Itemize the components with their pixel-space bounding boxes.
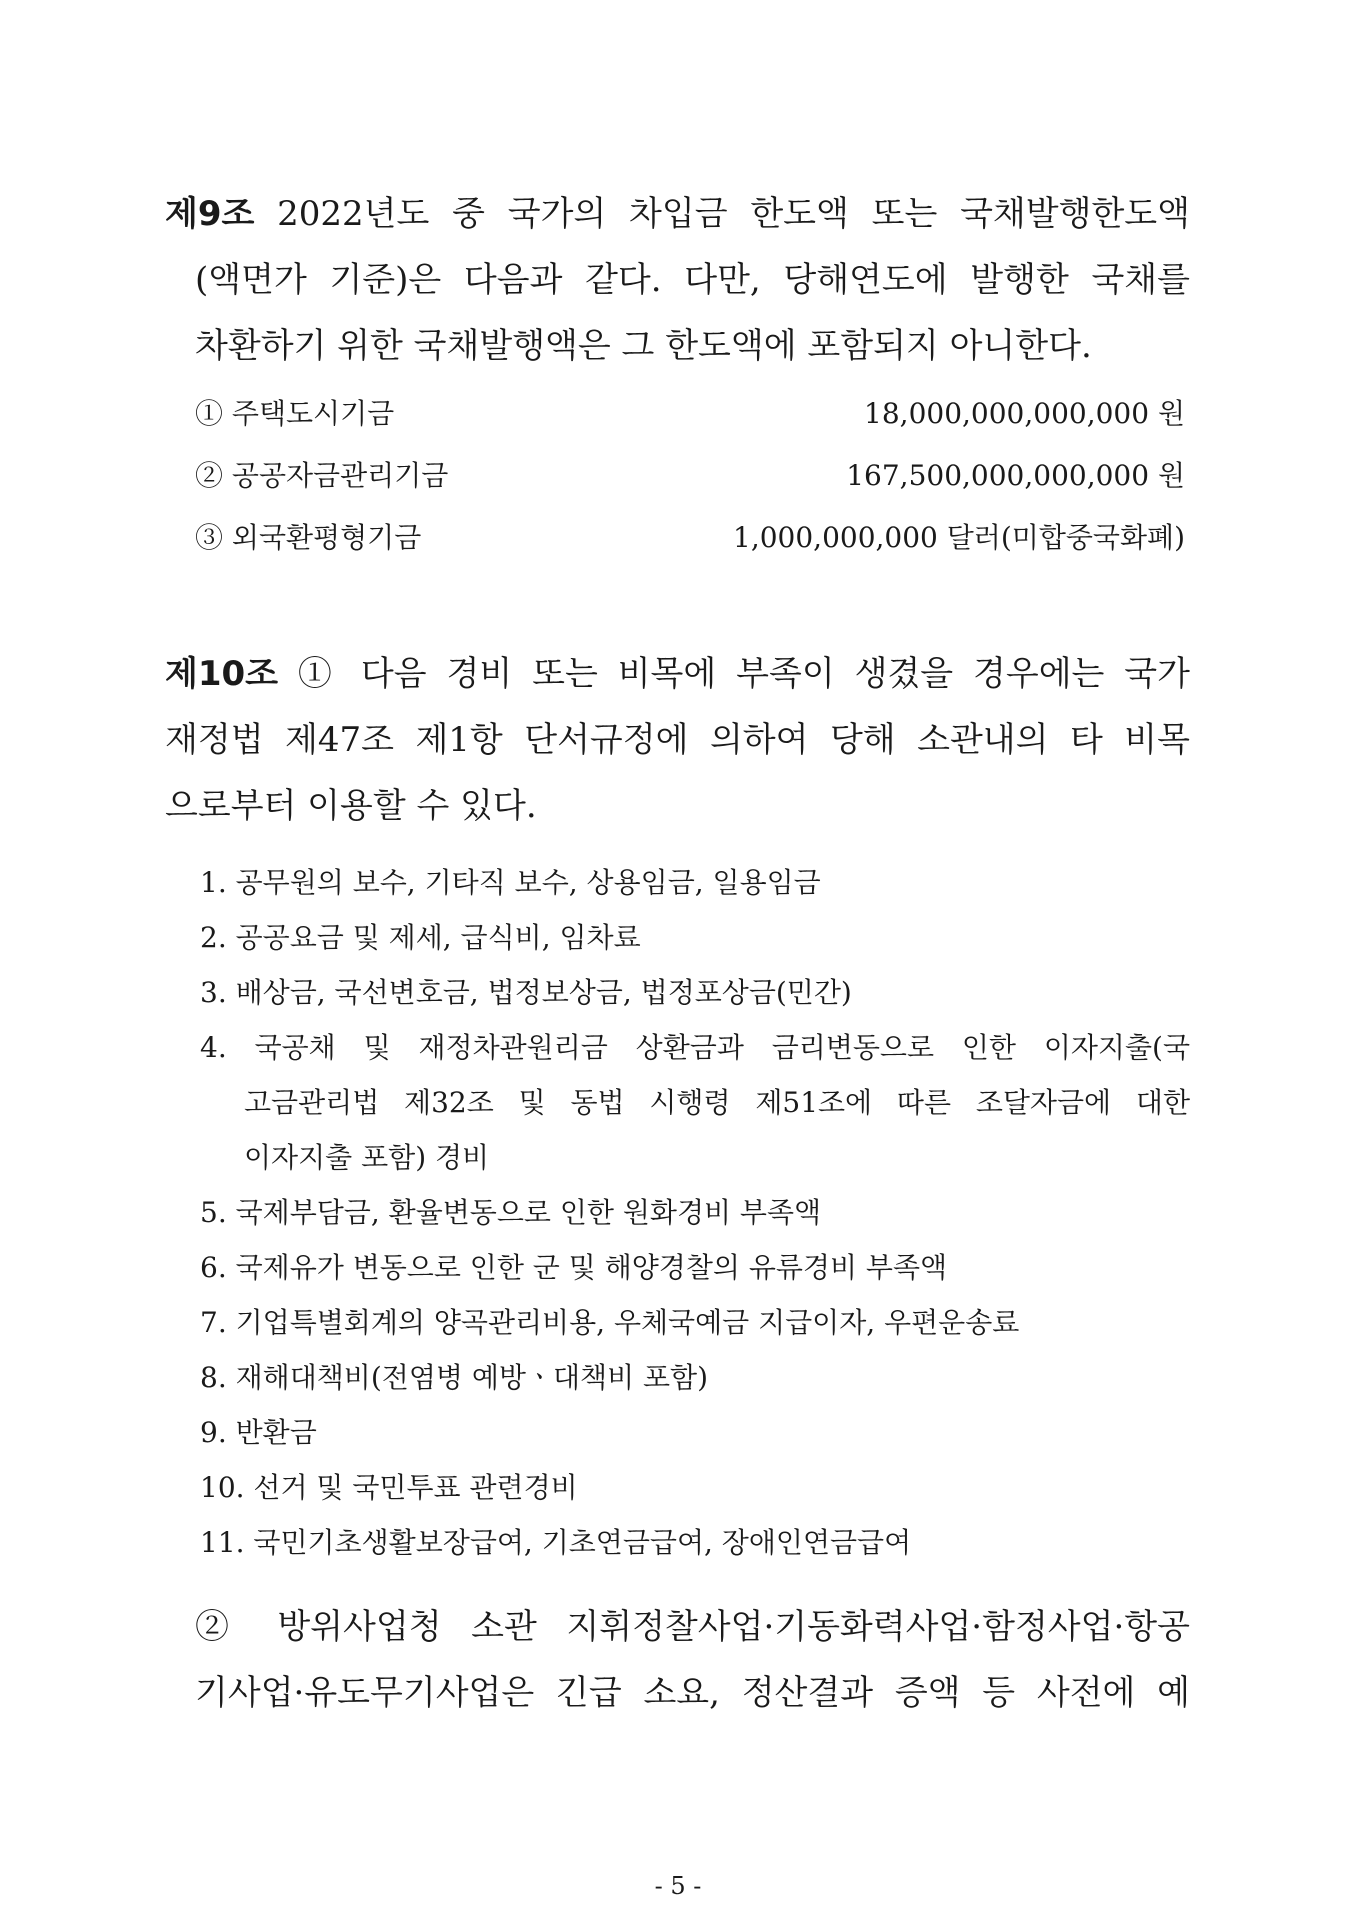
limit-value: 167,500,000,000,000 원 (846, 459, 1185, 492)
paragraph-2-line: ② 방위사업청 소관 지휘정찰사업·기동화력사업·함정사업·항공 (195, 1607, 1190, 1647)
list-item: 11. 국민기초생활보장급여, 기초연금급여, 장애인연금급여 (200, 1526, 912, 1559)
article-10-paragraph-2 (165, 1594, 1190, 1726)
list-item: 7. 기업특별회계의 양곡관리비용, 우체국예금 지급이자, 우편운송료 (200, 1306, 1020, 1339)
limit-value: 18,000,000,000,000 원 (864, 397, 1185, 430)
article-9-number: 제9조 (165, 194, 255, 234)
list-item: 5. 국제부담금, 환율변동으로 인한 원화경비 부족액 (200, 1196, 822, 1229)
list-item: 10. 선거 및 국민투표 관련경비 (200, 1471, 578, 1504)
limit-label: ② 공공자금관리기금 (195, 459, 449, 492)
limit-row (195, 507, 1185, 569)
list-item-continued: 이자지출 포함) 경비 (244, 1141, 490, 1174)
article-9-text (165, 181, 1190, 379)
article-9-line: 제9조 2022년도 중 국가의 차입금 한도액 또는 국채발행한도액 (165, 194, 1190, 234)
limit-value: 1,000,000,000 달러(미합중국화폐) (733, 521, 1185, 554)
limit-label: ① 주택도시기금 (195, 397, 395, 430)
list-item: 2. 공공요금 및 제세, 급식비, 임차료 (200, 921, 641, 954)
article-10-line: 제10조 ① 다음 경비 또는 비목에 부족이 생겼을 경우에는 국가 (165, 654, 1190, 694)
paragraph-2-line: 기사업·유도무기사업은 긴급 소요, 정산결과 증액 등 사전에 예 (195, 1673, 1190, 1713)
article-10-line: 으로부터 이용할 수 있다. (165, 786, 537, 826)
list-item: 6. 국제유가 변동으로 인한 군 및 해양경찰의 유류경비 부족액 (200, 1251, 948, 1284)
list-item: 3. 배상금, 국선변호금, 법정보상금, 법정포상금(민간) (200, 976, 852, 1009)
article-9-line: (액면가 기준)은 다음과 같다. 다만, 당해연도에 발행한 국채를 (195, 260, 1190, 300)
page-number: - 5 - (654, 1872, 702, 1900)
list-item: 4. 국공채 및 재정차관원리금 상환금과 금리변동으로 인한 이자지출(국 (200, 1031, 1190, 1064)
list-item: 1. 공무원의 보수, 기타직 보수, 상용임금, 일용임금 (200, 866, 821, 899)
article-10-text (165, 641, 1190, 839)
limit-row (195, 445, 1185, 507)
expense-items-list (200, 855, 1190, 1570)
list-item-continued: 고금관리법 제32조 및 동법 시행령 제51조에 따른 조달자금에 대한 (244, 1086, 1190, 1119)
article-10-line: 재정법 제47조 제1항 단서규정에 의하여 당해 소관내의 타 비목 (165, 720, 1190, 760)
article-9-line: 차환하기 위한 국채발행액은 그 한도액에 포함되지 아니한다. (195, 326, 1092, 366)
list-item: 8. 재해대책비(전염병 예방ㆍ대책비 포함) (200, 1361, 709, 1394)
article-10-number: 제10조 (165, 654, 279, 694)
borrowing-limits (195, 383, 1185, 569)
limit-row (195, 383, 1185, 445)
limit-label: ③ 외국환평형기금 (195, 521, 422, 554)
list-item: 9. 반환금 (200, 1416, 317, 1449)
